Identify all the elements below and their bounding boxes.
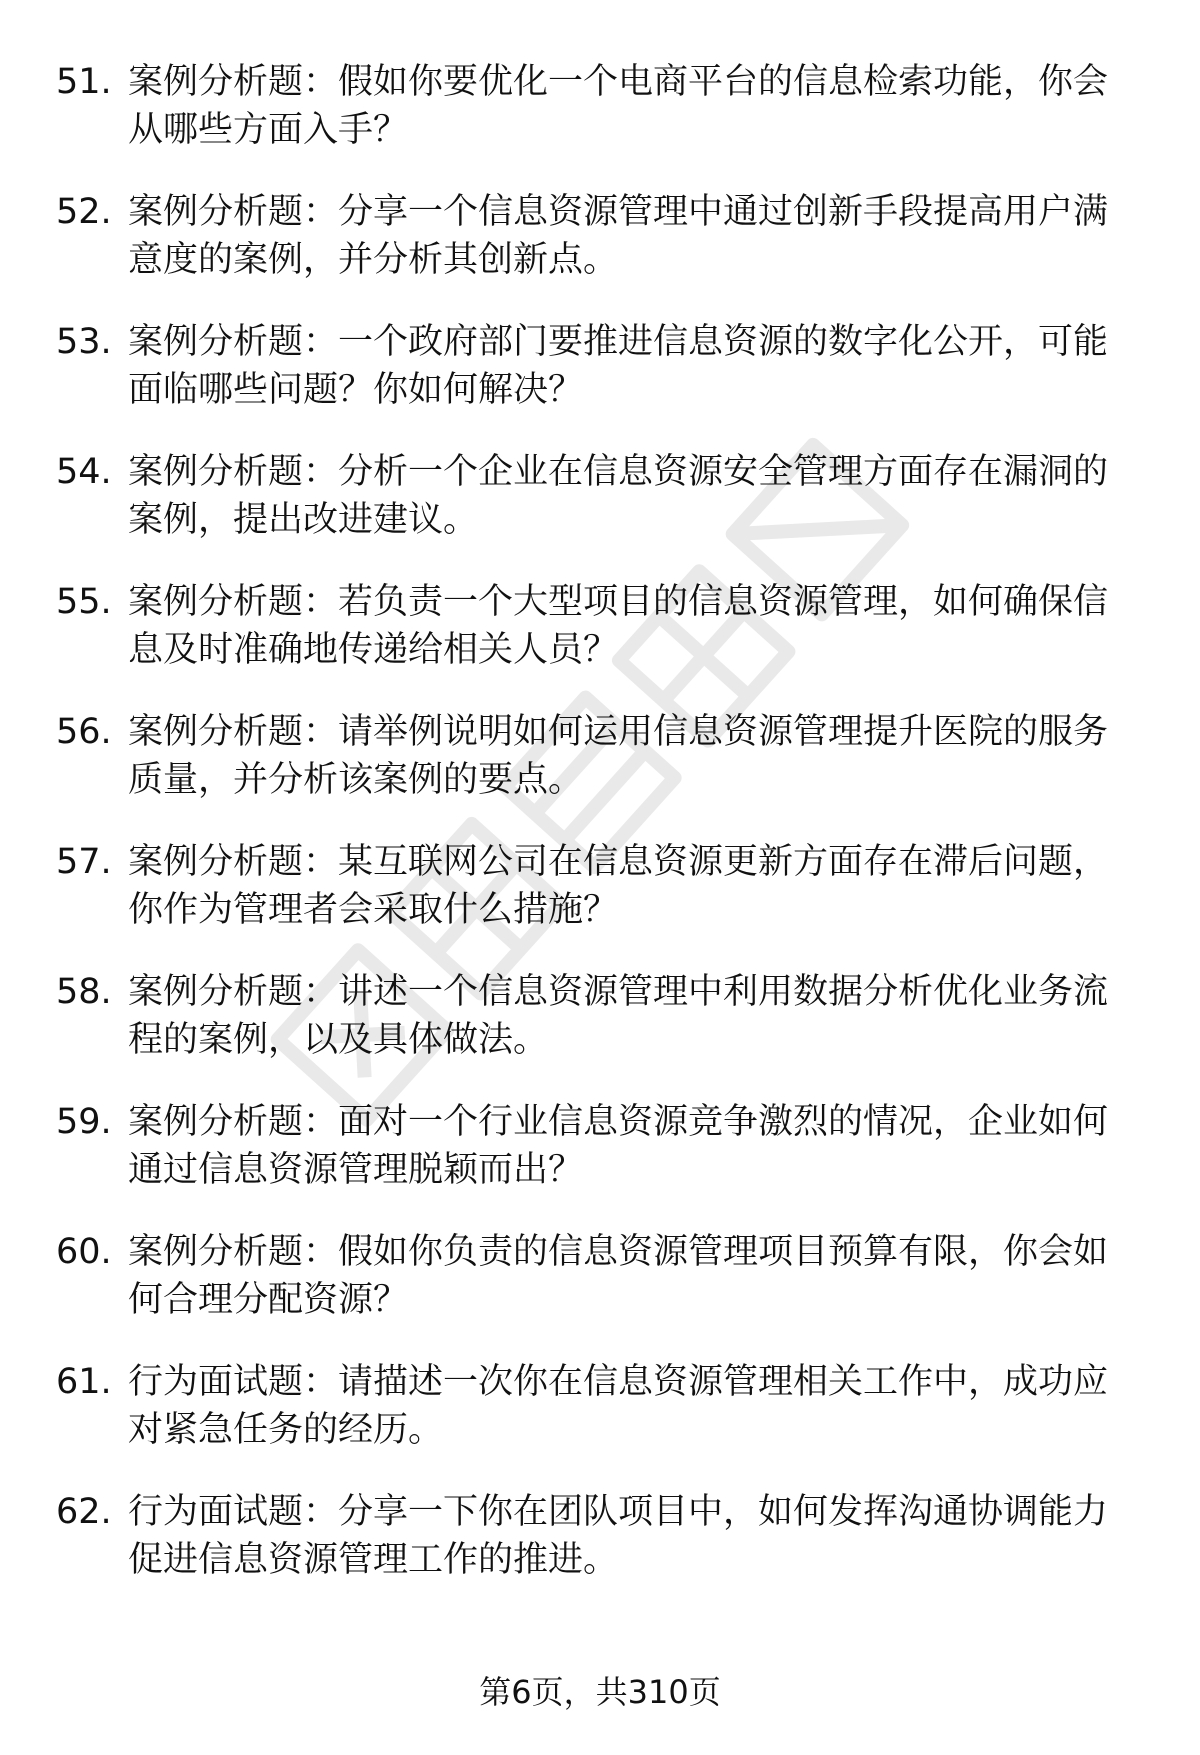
question-text: 案例分析题：假如你负责的信息资源管理项目预算有限，你会如何合理分配资源？	[128, 1232, 1109, 1320]
question-text: 案例分析题：讲述一个信息资源管理中利用数据分析优化业务流程的案例，以及具体做法。	[128, 972, 1109, 1060]
question-text: 案例分析题：请举例说明如何运用信息资源管理提升医院的服务质量，并分析该案例的要点。	[128, 712, 1109, 800]
question-text: 案例分析题：一个政府部门要推进信息资源的数字化公开，可能面临哪些问题？你如何解决？	[128, 322, 1109, 410]
question-number: 51.	[56, 62, 112, 102]
question-text: 案例分析题：某互联网公司在信息资源更新方面存在滞后问题，你作为管理者会采取什么措施？	[128, 842, 1109, 930]
question-number: 58.	[56, 972, 112, 1012]
question-number: 61.	[56, 1362, 112, 1402]
question-number: 62.	[56, 1492, 112, 1532]
question-number: 54.	[56, 452, 112, 492]
question-number: 60.	[56, 1232, 112, 1272]
question-item	[0, 448, 1200, 578]
question-text: 行为面试题：分享一下你在团队项目中，如何发挥沟通协调能力促进信息资源管理工作的推进。	[128, 1492, 1109, 1580]
question-item	[0, 968, 1200, 1098]
question-number: 57.	[56, 842, 112, 882]
question-list	[0, 58, 1200, 1618]
question-number: 53.	[56, 322, 112, 362]
question-text: 案例分析题：分析一个企业在信息资源安全管理方面存在漏洞的案例，提出改进建议。	[128, 452, 1109, 540]
question-text: 行为面试题：请描述一次你在信息资源管理相关工作中，成功应对紧急任务的经历。	[128, 1362, 1109, 1450]
question-item	[0, 1358, 1200, 1488]
question-item	[0, 838, 1200, 968]
question-number: 55.	[56, 582, 112, 622]
page-number-label: 第6页，共310页	[479, 1673, 721, 1711]
question-number: 52.	[56, 192, 112, 232]
question-item	[0, 1098, 1200, 1228]
question-item	[0, 578, 1200, 708]
question-text: 案例分析题：假如你要优化一个电商平台的信息检索功能，你会从哪些方面入手？	[128, 62, 1109, 150]
question-item	[0, 1488, 1200, 1618]
question-text: 案例分析题：面对一个行业信息资源竞争激烈的情况，企业如何通过信息资源管理脱颖而出？	[128, 1102, 1109, 1190]
page-footer	[0, 1670, 1200, 1714]
question-item	[0, 1228, 1200, 1358]
question-text: 案例分析题：分享一个信息资源管理中通过创新手段提高用户满意度的案例，并分析其创新点。	[128, 192, 1109, 280]
question-text: 案例分析题：若负责一个大型项目的信息资源管理，如何确保信息及时准确地传递给相关人员？	[128, 582, 1109, 670]
question-number: 56.	[56, 712, 112, 752]
question-item	[0, 318, 1200, 448]
question-item	[0, 188, 1200, 318]
question-item	[0, 708, 1200, 838]
question-number: 59.	[56, 1102, 112, 1142]
question-item	[0, 58, 1200, 188]
